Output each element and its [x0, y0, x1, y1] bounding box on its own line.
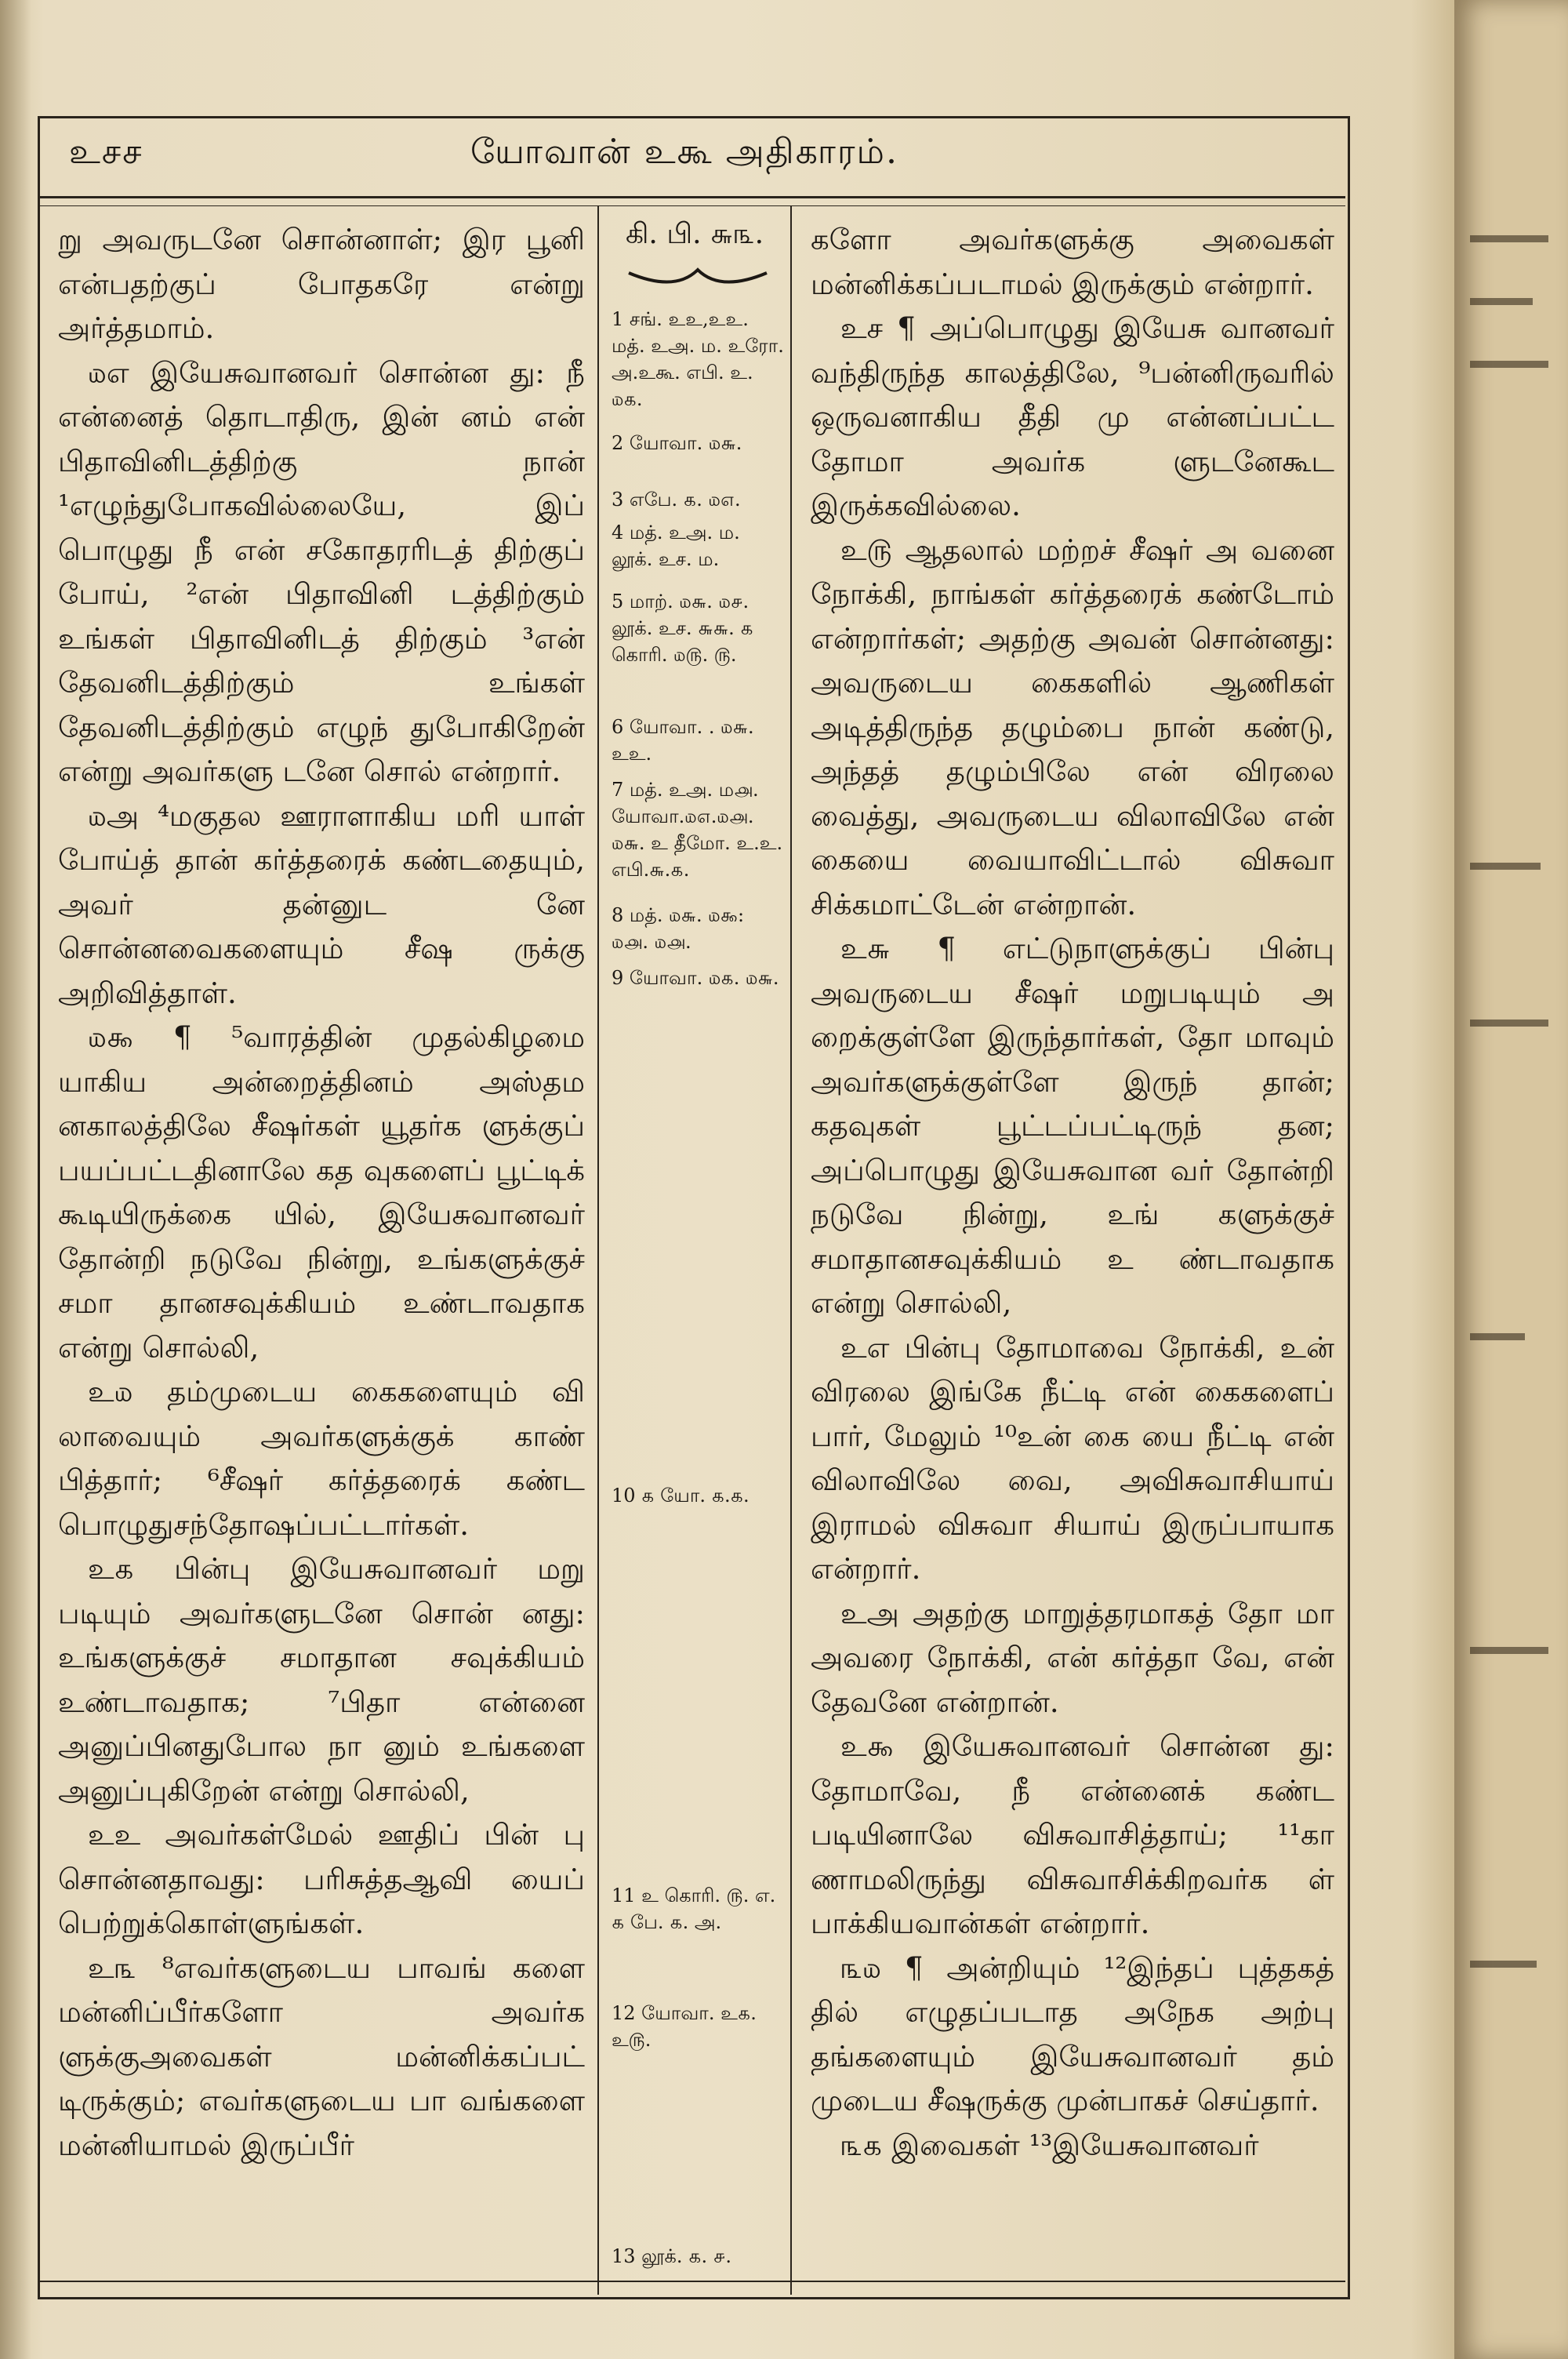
verse-text: உஅ அதற்கு மாறுத்தரமாகத் தோ மா அவரை நோக்கி, என் கர்த்தா வே, என் தேவனே என்றான். [811, 1596, 1334, 1719]
reference-8: 8 மத். ௰௬. ௰௯: ௰௮. ௰௮. [612, 904, 745, 953]
reference-6: 6 யோவா. . ௰௬. உஉ. [612, 716, 754, 765]
reference-5: 5 மாற். ௰௬. ௰௪. லூக். உச. ௬௬. ௧ கொரி. ௰௫. ௫. [612, 591, 753, 666]
edge-text-line [1470, 1333, 1525, 1340]
reference-13: 13 லூக். ௧. ௪. [612, 2245, 731, 2267]
reference-12: 12 யோவா. உ௧. உ௫. [612, 2002, 757, 2051]
column-rule-left [597, 205, 599, 2295]
right-text-column [811, 218, 1334, 2168]
footer-rule [38, 2281, 1345, 2282]
edge-text-line [1470, 298, 1533, 305]
next-page-edge [1454, 0, 1568, 2359]
edge-text-line [1470, 1020, 1548, 1027]
edge-text-line [1470, 361, 1548, 368]
reference-10: 10 ௧ யோ. ௧.௧. [612, 1485, 750, 1507]
reference-9: 9 யோவா. ௰௧. ௰௬. [612, 967, 779, 989]
reference-1: 1 சங். உஉ,உஉ. மத். உஅ. ம. உரோ. அ.உகூ. எபி. உ. ௰௧. [612, 308, 784, 410]
reference-2: 2 யோவா. ௰௬. [612, 432, 742, 454]
reference-heading: கி. பி. ௬௩. [625, 218, 764, 250]
verse-text: உ௩ ⁸எவர்களுடைய பாவங் களை மன்னிப்பீர்களோ அவர்க ளுக்குஅவைகள் மன்னிக்கப்பட் டிருக்கும்; எவர்களுடைய பா வங்களை மன்னியாமல் இருப்பீர் [58, 1950, 585, 2162]
page-number: உசச [69, 132, 143, 172]
verse-text: ௰௯ ¶ ⁵வாரத்தின் முதல்கிழமை யாகிய அன்றைத்தினம் அஸ்தம னகாலத்திலே சீஷர்கள் யூதர்க ளுக்குப் பயப்பட்டதினாலே கத வுகளைப் பூட்டிக் கூடியிருக்கை யில், இயேசுவானவர் தோன்றி நடுவே நின்று, உங்களுக்குச் சமா தானசவுக்கியம் உண்டாவதாக என்று சொல்லி, [58, 1020, 585, 1365]
edge-text-line [1470, 1647, 1548, 1654]
left-text-column [58, 218, 585, 2168]
reference-4: 4 மத். உஅ. ம. லூக். உச. ம. [612, 522, 740, 570]
verse-text: உ௬ ¶ எட்டுநாளுக்குப் பின்பு அவருடைய சீஷர் மறுபடியும் அ றைக்குள்ளே இருந்தார்கள், தோ மாவும் அவர்களுக்குள்ளே இருந் தான்; கதவுகள் பூட்டப்பட்டிருந் தன; அப்பொழுது இயேசுவான வர் தோன்றி நடுவே நின்று, உங் களுக்குச் சமாதானசவுக்கியம் உ ண்டாவதாக என்று சொல்லி, [811, 932, 1334, 1320]
header-rule-thin [38, 205, 1345, 206]
edge-text-line [1470, 235, 1548, 242]
verse-text: று அவருடனே சொன்னாள்; இர பூனி என்பதற்குப் போதகரே என்று அர்த்தமாம். [58, 223, 585, 345]
verse-text: உஎ பின்பு தோமாவை நோக்கி, உன் விரலை இங்கே நீட்டி என் கைகளைப் பார், மேலும் ¹⁰உன் கை யை நீட்டி என் விலாவிலே வை, அவிசுவாசியாய் இராமல் விசுவா சியாய் இருப்பாயாக என்றார். [811, 1330, 1334, 1586]
binding-shadow [0, 0, 31, 2359]
page-title: யோவான் உகூ அதிகாரம். [470, 132, 898, 172]
header-rule [38, 196, 1345, 198]
verse-text: உ௧ பின்பு இயேசுவானவர் மறு படியும் அவர்களுடனே சொன் னது: உங்களுக்குச் சமாதான சவுக்கியம் உண்டாவதாக; ⁷பிதா என்னை அனுப்பினதுபோல நா னும் உங்களை அனுப்புகிறேன் என்று சொல்லி, [58, 1552, 585, 1808]
reference-7: 7 மத். உஅ. ம௮. யோவா.௰௭.௰௮. ௰௬. உ தீமோ. உ.உ. எபி.௬.௧. [612, 779, 783, 881]
verse-text: உஉ அவர்கள்மேல் ஊதிப் பின் பு சொன்னதாவது: பரிசுத்தஆவி யைப் பெற்றுக்கொள்ளுங்கள். [58, 1818, 585, 1940]
verse-text: களோ அவர்களுக்கு அவைகள் மன்னிக்கப்படாமல் இருக்கும் என்றார். [811, 223, 1334, 301]
flourish-icon [627, 264, 768, 287]
verse-text: உச ¶ அப்பொழுது இயேசு வானவர் வந்திருந்த காலத்திலே, ⁹பன்னிருவரில் ஒருவனாகிய தீதி மு என்னப்பட்ட தோமா அவர்க ளுடனேகூட இருக்கவில்லை. [811, 311, 1334, 522]
verse-text: ௰எ இயேசுவானவர் சொன்ன து: நீ என்னைத் தொடாதிரு, இன் னம் என் பிதாவினிடத்திற்கு நான் ¹எழுந்துபோகவில்லையே, இப் பொழுது நீ என் சகோதரரிடத் திற்குப் போய், ²என் பிதாவினி டத்திற்கும் உங்கள் பிதாவினிடத் திற்கும் ³என் தேவனிடத்திற்கும் உங்கள் தேவனிடத்திற்கும் எழுந் துபோகிறேன் என்று அவர்களு டனே சொல் என்றார். [58, 355, 585, 788]
reference-11: 11 உ கொரி. ௫. எ. ௧ பே. ௧. அ. [612, 1885, 776, 1933]
verse-text: ௩௧ இவைகள் ¹³இயேசுவானவர் [840, 2128, 1259, 2162]
verse-text: உ௯ இயேசுவானவர் சொன்ன து: தோமாவே, நீ என்னைக் கண்ட படியினாலே விசுவாசித்தாய்; ¹¹கா ணாமலிருந்து விசுவாசிக்கிறவர்க ள் பாக்கியவான்கள் என்றார். [811, 1729, 1334, 1940]
edge-text-line [1470, 1961, 1537, 1968]
column-rule-right [790, 205, 792, 2295]
verse-text: ௰அ ⁴மகுதல ஊராளாகிய மரி யாள் போய்த் தான் கர்த்தரைக் கண்டதையும், அவர் தன்னுட னே சொன்னவைகளையும் சீஷ ருக்கு அறிவித்தாள். [58, 798, 585, 1010]
verse-text: ௩௰ ¶ அன்றியும் ¹²இந்தப் புத்தகத் தில் எழுதப்படாத அநேக அற்பு தங்களையும் இயேசுவானவர் தம் முடைய சீஷருக்கு முன்பாகச் செய்தார். [811, 1950, 1334, 2117]
verse-text: உ௰ தம்முடைய கைகளையும் வி லாவையும் அவர்களுக்குக் காண் பித்தார்; ⁶சீஷர் கர்த்தரைக் கண்ட பொழுதுசந்தோஷப்பட்டார்கள். [58, 1375, 585, 1542]
edge-text-line [1470, 863, 1541, 870]
verse-text: உ௫ ஆதலால் மற்றச் சீஷர் அ வனை நோக்கி, நாங்கள் கர்த்தரைக் கண்டோம் என்றார்கள்; அதற்கு அவன் சொன்னது: அவருடைய கைகளில் ஆணிகள் அடித்திருந்த தழும்பை நான் கண்டு, அந்தத் தழும்பிலே என் விரலை வைத்து, அவருடைய விலாவிலே என் கையை வையாவிட்டால் விசுவா சிக்கமாட்டேன் என்றான். [811, 533, 1334, 921]
reference-3: 3 எபே. ௧. ௰௭. [612, 489, 741, 511]
